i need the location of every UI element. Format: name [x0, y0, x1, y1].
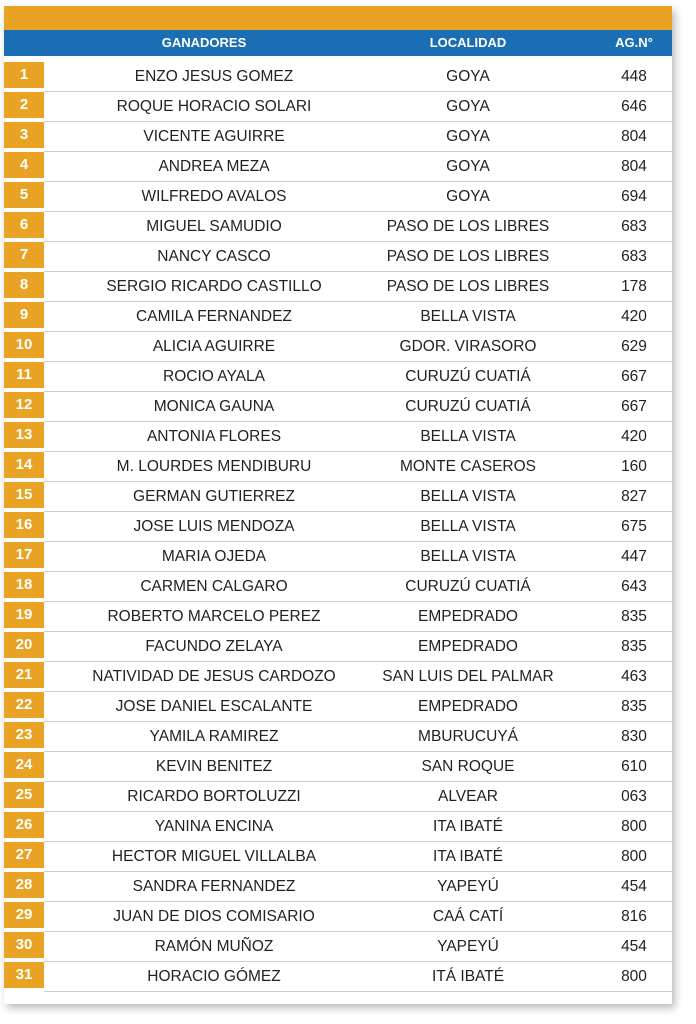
table-row — [4, 542, 672, 572]
winner-name: RICARDO BORTOLUZZI — [127, 788, 301, 805]
table-row — [4, 62, 672, 92]
table-row — [4, 392, 672, 422]
locality-cell: GOYA — [446, 68, 490, 85]
row-number-badge: 18 — [4, 572, 44, 598]
table-row — [4, 602, 672, 632]
row-number-badge: 13 — [4, 422, 44, 448]
row-number-badge: 28 — [4, 872, 44, 898]
table-row — [4, 362, 672, 392]
table-row — [4, 272, 672, 302]
winner-name: YAMILA RAMIREZ — [149, 728, 279, 745]
locality-cell: EMPEDRADO — [418, 698, 518, 715]
winner-name: ROCIO AYALA — [163, 368, 265, 385]
row-number-badge: 19 — [4, 602, 44, 628]
agency-number-cell: 063 — [621, 788, 647, 805]
table-row — [4, 902, 672, 932]
table-row — [4, 512, 672, 542]
header-agency-number: AG.N° — [615, 35, 653, 50]
row-number-badge: 30 — [4, 932, 44, 958]
table-row — [4, 122, 672, 152]
locality-cell: GOYA — [446, 158, 490, 175]
table-row — [4, 872, 672, 902]
winner-name: NANCY CASCO — [157, 248, 271, 265]
agency-number-cell: 835 — [621, 698, 647, 715]
row-number-badge: 27 — [4, 842, 44, 868]
agency-number-cell: 463 — [621, 668, 647, 685]
row-number-badge: 29 — [4, 902, 44, 928]
agency-number-cell: 683 — [621, 248, 647, 265]
winner-name: JOSE LUIS MENDOZA — [133, 518, 295, 535]
table-row — [4, 92, 672, 122]
winner-name: HORACIO GÓMEZ — [147, 968, 281, 985]
locality-cell: MBURUCUYÁ — [418, 728, 518, 745]
locality-cell: PASO DE LOS LIBRES — [386, 248, 550, 265]
table-row — [4, 242, 672, 272]
winner-name: CAMILA FERNANDEZ — [136, 308, 292, 325]
winner-name: MIGUEL SAMUDIO — [146, 218, 282, 235]
winner-name: JUAN DE DIOS COMISARIO — [113, 908, 315, 925]
winner-name: SERGIO RICARDO CASTILLO — [106, 278, 322, 295]
winner-name: HECTOR MIGUEL VILLALBA — [111, 848, 317, 865]
table-row — [4, 932, 672, 962]
locality-cell: BELLA VISTA — [420, 548, 516, 565]
row-number-badge: 22 — [4, 692, 44, 718]
agency-number-cell: 835 — [621, 608, 647, 625]
table-row — [4, 572, 672, 602]
agency-number-cell: 804 — [621, 128, 647, 145]
winner-name: ANDREA MEZA — [158, 158, 270, 175]
agency-number-cell: 830 — [621, 728, 647, 745]
agency-number-cell: 694 — [621, 188, 647, 205]
row-number-badge: 14 — [4, 452, 44, 478]
locality-cell: CAÁ CATÍ — [432, 908, 504, 925]
table-row — [4, 182, 672, 212]
locality-cell: GOYA — [446, 128, 490, 145]
agency-number-cell: 178 — [621, 278, 647, 295]
table-header — [4, 30, 672, 56]
winner-name: MARIA OJEDA — [161, 548, 267, 565]
locality-cell: SAN ROQUE — [421, 758, 515, 775]
agency-number-cell: 667 — [621, 368, 647, 385]
locality-cell: GOYA — [446, 188, 490, 205]
table-row — [4, 722, 672, 752]
row-number-badge: 9 — [4, 302, 44, 328]
locality-cell: BELLA VISTA — [420, 518, 516, 535]
winner-name: GERMAN GUTIERREZ — [133, 488, 295, 505]
locality-cell: ITA IBATÉ — [432, 848, 504, 865]
row-number-badge: 17 — [4, 542, 44, 568]
winner-name: SANDRA FERNANDEZ — [132, 878, 296, 895]
top-accent-bar — [4, 6, 672, 30]
agency-number-cell: 643 — [621, 578, 647, 595]
agency-number-cell: 420 — [621, 308, 647, 325]
locality-cell: GOYA — [446, 98, 490, 115]
agency-number-cell: 683 — [621, 218, 647, 235]
table-row — [4, 752, 672, 782]
winner-name: ANTONIA FLORES — [146, 428, 282, 445]
agency-number-cell: 646 — [621, 98, 647, 115]
agency-number-cell: 800 — [621, 968, 647, 985]
winner-name: WILFREDO AVALOS — [141, 188, 287, 205]
locality-cell: BELLA VISTA — [420, 488, 516, 505]
row-number-badge: 16 — [4, 512, 44, 538]
table-row — [4, 962, 672, 992]
agency-number-cell: 800 — [621, 818, 647, 835]
table-row — [4, 212, 672, 242]
row-number-badge: 1 — [4, 62, 44, 88]
table-row — [4, 302, 672, 332]
agency-number-cell: 629 — [621, 338, 647, 355]
row-number-badge: 12 — [4, 392, 44, 418]
agency-number-cell: 835 — [621, 638, 647, 655]
winner-name: FACUNDO ZELAYA — [145, 638, 283, 655]
table-row — [4, 692, 672, 722]
winner-name: CARMEN CALGARO — [140, 578, 288, 595]
locality-cell: SAN LUIS DEL PALMAR — [382, 668, 554, 685]
table-row — [4, 842, 672, 872]
agency-number-cell: 454 — [621, 878, 647, 895]
row-number-badge: 3 — [4, 122, 44, 148]
header-locality: LOCALIDAD — [429, 35, 507, 50]
table-row — [4, 152, 672, 182]
row-number-badge: 2 — [4, 92, 44, 118]
agency-number-cell: 454 — [621, 938, 647, 955]
row-number-badge: 4 — [4, 152, 44, 178]
row-number-badge: 31 — [4, 962, 44, 988]
winner-name: RAMÓN MUÑOZ — [154, 938, 274, 955]
row-number-badge: 5 — [4, 182, 44, 208]
row-number-badge: 20 — [4, 632, 44, 658]
row-number-badge: 11 — [4, 362, 44, 388]
locality-cell: MONTE CASEROS — [399, 458, 537, 475]
locality-cell: YAPEYÚ — [437, 878, 499, 895]
header-winners: GANADORES — [161, 35, 247, 50]
row-number-badge: 23 — [4, 722, 44, 748]
locality-cell: PASO DE LOS LIBRES — [386, 218, 550, 235]
row-number-badge: 24 — [4, 752, 44, 778]
row-number-badge: 15 — [4, 482, 44, 508]
locality-cell: ITÁ IBATÉ — [431, 968, 505, 985]
locality-cell: YAPEYÚ — [437, 938, 499, 955]
winner-name: ALICIA AGUIRRE — [152, 338, 276, 355]
agency-number-cell: 800 — [621, 848, 647, 865]
row-number-badge: 25 — [4, 782, 44, 808]
winner-name: ROQUE HORACIO SOLARI — [116, 98, 312, 115]
row-number-badge: 6 — [4, 212, 44, 238]
winner-name: NATIVIDAD DE JESUS CARDOZO — [92, 668, 336, 685]
table-row — [4, 452, 672, 482]
row-number-badge: 26 — [4, 812, 44, 838]
winner-name: KEVIN BENITEZ — [155, 758, 273, 775]
table-row — [4, 422, 672, 452]
row-number-badge: 8 — [4, 272, 44, 298]
table-row — [4, 782, 672, 812]
row-number-badge: 21 — [4, 662, 44, 688]
agency-number-cell: 610 — [621, 758, 647, 775]
locality-cell: ITA IBATÉ — [432, 818, 504, 835]
winner-name: JOSE DANIEL ESCALANTE — [115, 698, 313, 715]
winner-name: YANINA ENCINA — [154, 818, 274, 835]
winner-name: M. LOURDES MENDIBURU — [116, 458, 312, 475]
locality-cell: BELLA VISTA — [420, 308, 516, 325]
table-row — [4, 482, 672, 512]
locality-cell: CURUZÚ CUATIÁ — [405, 368, 531, 385]
winner-name: ROBERTO MARCELO PEREZ — [107, 608, 321, 625]
row-divider — [44, 991, 672, 992]
agency-number-cell: 675 — [621, 518, 647, 535]
agency-number-cell: 827 — [621, 488, 647, 505]
locality-cell: CURUZÚ CUATIÁ — [405, 398, 531, 415]
locality-cell: PASO DE LOS LIBRES — [386, 278, 550, 295]
agency-number-cell: 448 — [621, 68, 647, 85]
agency-number-cell: 160 — [621, 458, 647, 475]
agency-number-cell: 420 — [621, 428, 647, 445]
locality-cell: BELLA VISTA — [420, 428, 516, 445]
winner-name: MONICA GAUNA — [153, 398, 275, 415]
row-number-badge: 7 — [4, 242, 44, 268]
locality-cell: EMPEDRADO — [418, 608, 518, 625]
agency-number-cell: 447 — [621, 548, 647, 565]
locality-cell: ALVEAR — [437, 788, 499, 805]
table-row — [4, 662, 672, 692]
winner-name: VICENTE AGUIRRE — [143, 128, 285, 145]
agency-number-cell: 816 — [621, 908, 647, 925]
table-row — [4, 812, 672, 842]
row-number-badge: 10 — [4, 332, 44, 358]
agency-number-cell: 667 — [621, 398, 647, 415]
agency-number-cell: 804 — [621, 158, 647, 175]
locality-cell: GDOR. VIRASORO — [399, 338, 537, 355]
locality-cell: CURUZÚ CUATIÁ — [405, 578, 531, 595]
winner-name: ENZO JESUS GOMEZ — [134, 68, 294, 85]
table-row — [4, 332, 672, 362]
locality-cell: EMPEDRADO — [418, 638, 518, 655]
winners-table — [4, 6, 672, 1004]
table-row — [4, 632, 672, 662]
